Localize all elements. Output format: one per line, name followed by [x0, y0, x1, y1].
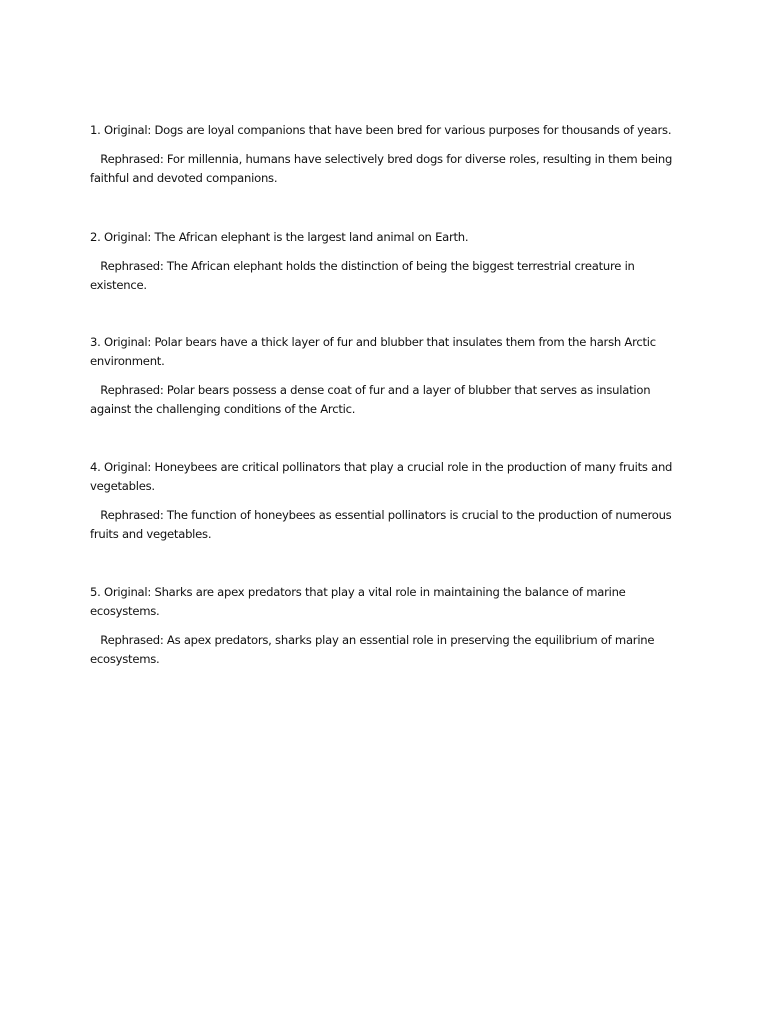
rephrased-sentence-line: Rephrased: As apex predators, sharks play an essential role in preserving the equilibrium of marine — [90, 633, 655, 647]
rephrased-sentence — [90, 631, 690, 669]
rephrased-sentence-line: ecosystems. — [90, 652, 160, 666]
original-sentence-line: ecosystems. — [90, 604, 160, 618]
rephrased-sentence-line: Rephrased: Polar bears possess a dense coat of fur and a layer of blubber that serves as insulation — [90, 383, 651, 397]
original-sentence-line: 1. Original: Dogs are loyal companions that have been bred for various purposes for thousands of years. — [90, 123, 672, 137]
rephrased-sentence — [90, 506, 690, 544]
rephrased-sentence-line: fruits and vegetables. — [90, 527, 212, 541]
rephrased-sentence — [90, 150, 690, 188]
original-sentence-line: vegetables. — [90, 479, 155, 493]
rephrased-sentence-line: Rephrased: For millennia, humans have selectively bred dogs for diverse roles, resulting in them being — [90, 152, 673, 166]
paraphrase-item-2 — [90, 228, 690, 295]
rephrased-sentence-line: existence. — [90, 278, 147, 292]
original-sentence-line: 4. Original: Honeybees are critical pollinators that play a crucial role in the production of many fruits and — [90, 460, 673, 474]
rephrased-sentence-line: against the challenging conditions of the Arctic. — [90, 402, 356, 416]
paraphrase-item-4 — [90, 458, 690, 544]
paraphrase-item-1 — [90, 121, 690, 188]
paraphrase-item-5 — [90, 583, 690, 669]
original-sentence-line: environment. — [90, 354, 165, 368]
original-sentence-line: 3. Original: Polar bears have a thick layer of fur and blubber that insulates them from the harsh Arctic — [90, 335, 656, 349]
original-sentence-line: 5. Original: Sharks are apex predators that play a vital role in maintaining the balance of marine — [90, 585, 626, 599]
original-sentence-line: 2. Original: The African elephant is the largest land animal on Earth. — [90, 230, 469, 244]
rephrased-sentence-line: Rephrased: The African elephant holds the distinction of being the biggest terrestrial creature in — [90, 259, 635, 273]
rephrased-sentence-line: faithful and devoted companions. — [90, 171, 278, 185]
rephrased-sentence — [90, 257, 690, 295]
paraphrase-item-3 — [90, 333, 690, 419]
rephrased-sentence-line: Rephrased: The function of honeybees as essential pollinators is crucial to the production of numerous — [90, 508, 672, 522]
rephrased-sentence — [90, 381, 690, 419]
